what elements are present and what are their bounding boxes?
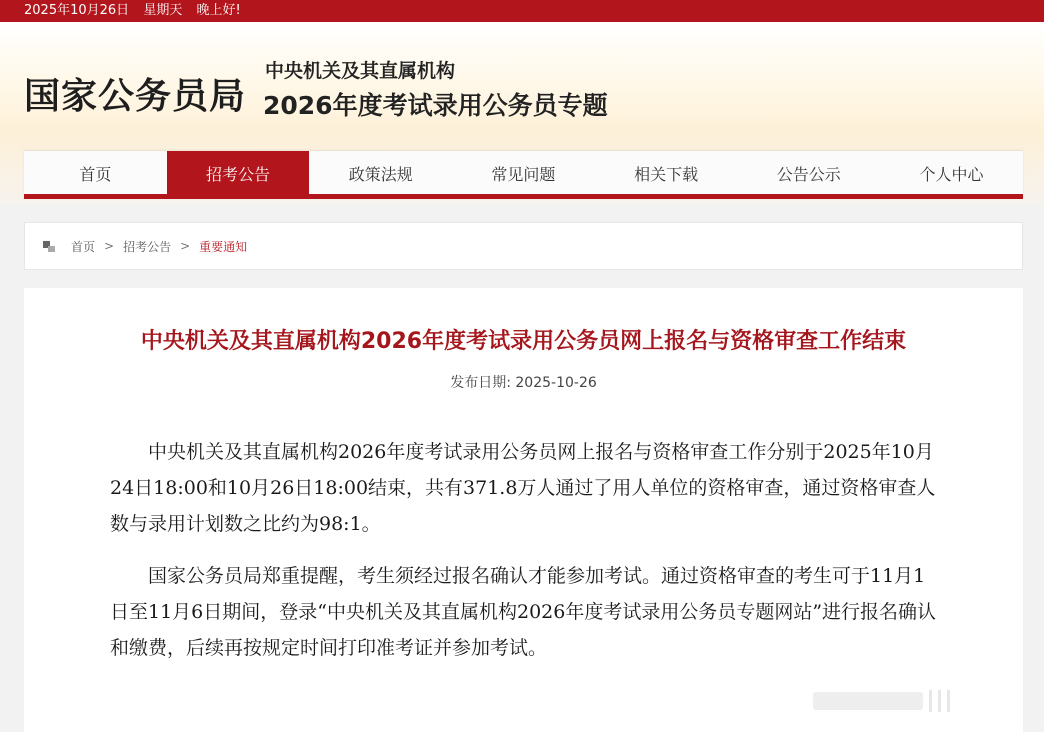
watermark-bar [813,692,923,710]
watermark-line [929,690,932,712]
nav-item-policies[interactable]: 政策法规 [348,165,413,184]
article-paragraph: 国家公务员局郑重提醒，考生须经过报名确认才能参加考试。通过资格审查的考生可于11月1日至11月6日期间，登录“中央机关及其直属机构2026年度考试录用公务员专题网站”进行报名确认和缴费，后续再按规定时间打印准考证并参加考试。 [110,565,937,659]
breadcrumb-location-icon [43,239,57,253]
publish-date-label: 发布日期: [450,375,511,391]
nav-item-downloads[interactable]: 相关下载 [634,165,699,184]
article-container [24,288,1023,732]
main-nav [24,151,1023,199]
publish-date-value: 2025-10-26 [515,375,597,391]
article-title: 中央机关及其直属机构2026年度考试录用公务员网上报名与资格审查工作结束 [140,329,907,354]
current-weekday: 星期天 [143,3,183,18]
watermark-line [947,690,950,712]
breadcrumb-separator: > [104,239,115,253]
nav-item-personal-center[interactable]: 个人中心 [919,165,984,184]
site-topic-title: 2026年度考试录用公务员专题 [263,91,608,120]
watermark-graphic [813,684,1003,718]
breadcrumb [24,222,1023,270]
top-info-bar [0,0,1044,22]
publish-date [24,372,1023,392]
current-date: 2025年10月26日 [24,3,130,18]
nav-item-home[interactable]: 首页 [79,165,112,184]
site-subtitle: 中央机关及其直属机构 [265,60,456,82]
nav-item-announcements[interactable]: 招考公告 [167,151,310,199]
site-logo[interactable]: 国家公务员局 [24,76,247,117]
watermark-line [938,690,941,712]
breadcrumb-separator: > [180,239,191,253]
breadcrumb-current: 重要通知 [199,239,248,254]
breadcrumb-home-link[interactable]: 首页 [71,239,96,254]
greeting: 晚上好! [196,3,241,18]
breadcrumb-section-link[interactable]: 招考公告 [123,239,172,254]
article-paragraph: 中央机关及其直属机构2026年度考试录用公务员网上报名与资格审查工作分别于2025年10月24日18:00和10月26日18:00结束，共有371.8万人通过了用人单位的资格审查，通过资格审查人数与录用计划数之比约为98:1。 [110,441,936,535]
nav-item-public-notices[interactable]: 公告公示 [776,165,841,184]
nav-item-faq[interactable]: 常见问题 [491,165,556,184]
